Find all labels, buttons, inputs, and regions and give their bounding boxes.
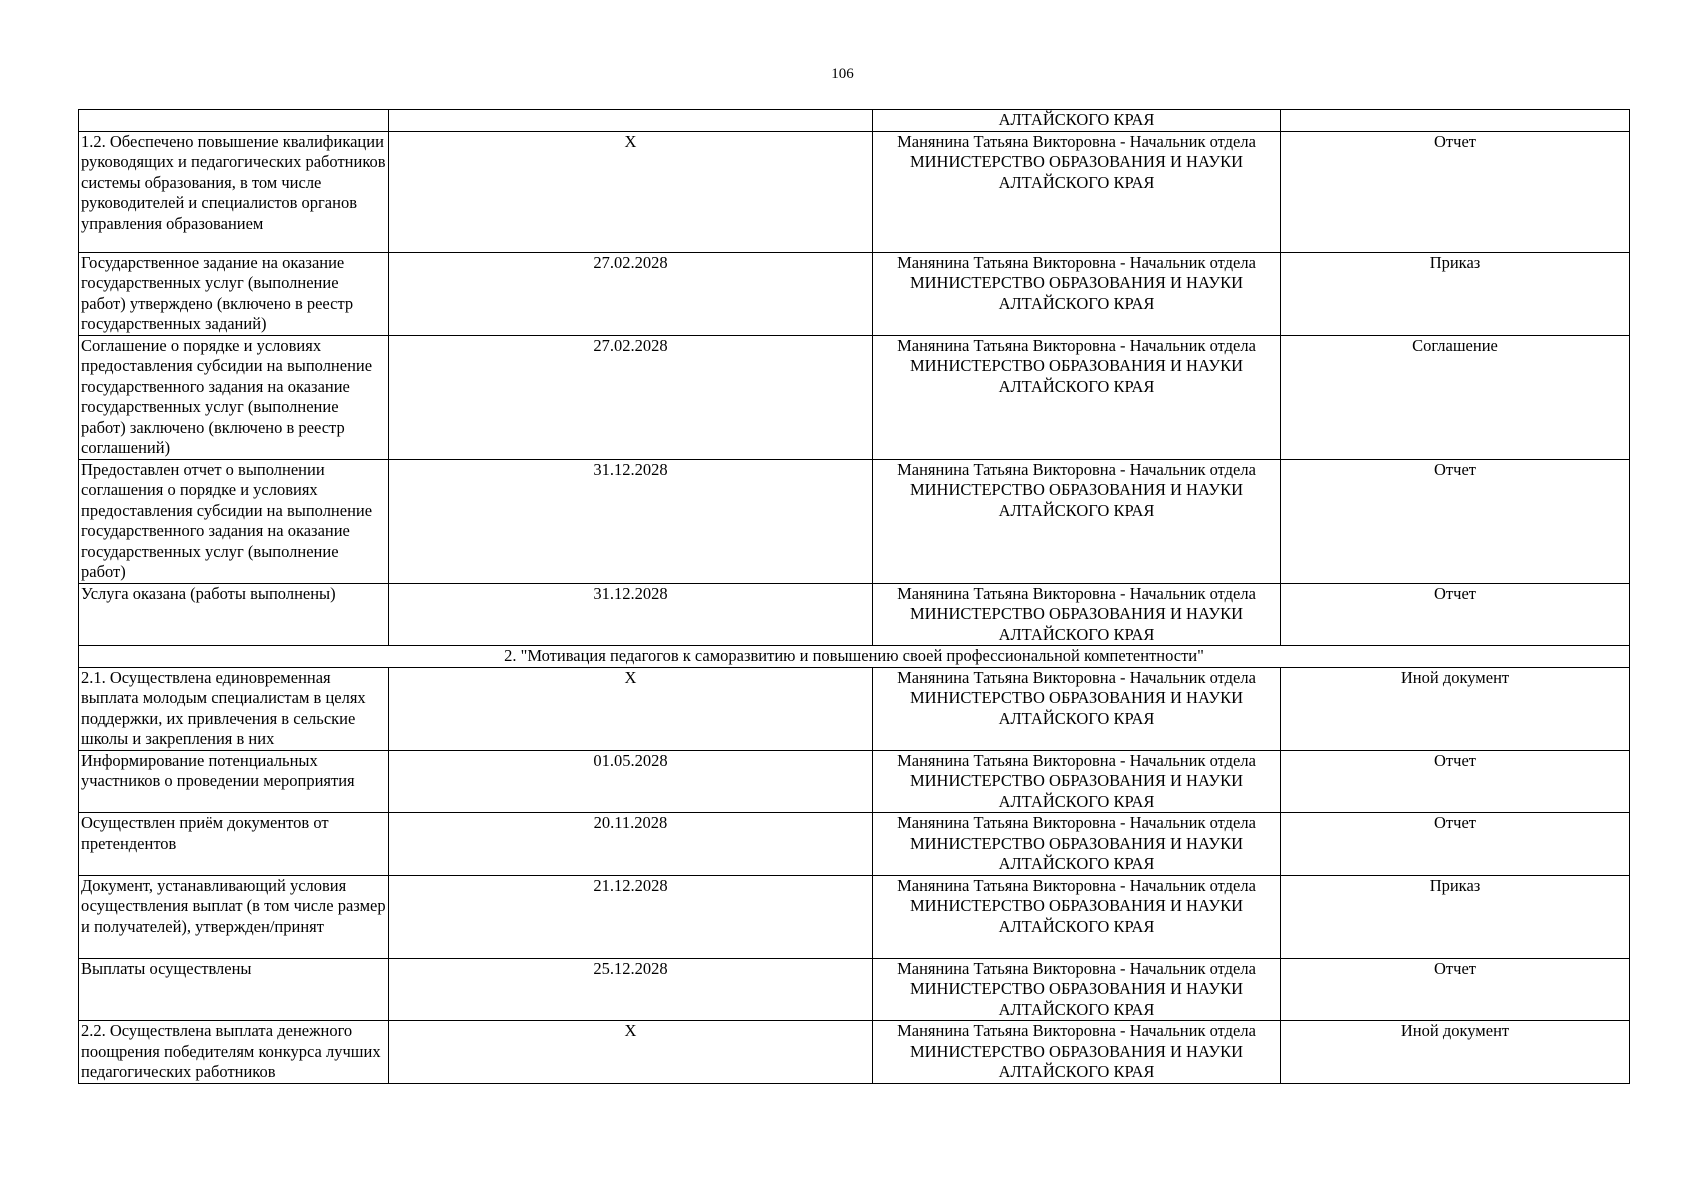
responsible-cell xyxy=(873,813,1281,876)
responsible-cell xyxy=(873,131,1281,252)
document-cell: Приказ xyxy=(1281,875,1630,958)
responsible-cell xyxy=(873,958,1281,1021)
responsible-person: Манянина Татьяна Викторовна - Начальник отдела xyxy=(897,750,1256,770)
responsible-org: МИНИСТЕРСТВО ОБРАЗОВАНИЯ И НАУКИ xyxy=(909,273,1244,292)
responsible-cell xyxy=(873,583,1281,646)
page-number: 106 xyxy=(831,66,854,82)
responsible-org: МИНИСТЕРСТВО ОБРАЗОВАНИЯ И НАУКИ xyxy=(909,833,1244,853)
event-cell: Документ, устанавливающий условия осуществления выплат (в том числе размер и получателей), утвержден/принят xyxy=(79,875,389,958)
section-header-row xyxy=(79,646,1630,668)
table-row xyxy=(79,110,1630,132)
responsible-org: МИНИСТЕРСТВО ОБРАЗОВАНИЯ И НАУКИ xyxy=(909,1041,1244,1061)
section-title: 2. "Мотивация педагогов к саморазвитию и повышению своей профессиональной компетентности" xyxy=(79,646,1630,668)
responsible-region: АЛТАЙСКОГО КРАЯ xyxy=(998,500,1155,520)
table-row xyxy=(79,1021,1630,1084)
event-cell: Осуществлен приём документов от претендентов xyxy=(79,813,389,876)
date-cell: 25.12.2028 xyxy=(389,958,873,1021)
table-row xyxy=(79,583,1630,646)
date-cell: 31.12.2028 xyxy=(389,459,873,583)
responsible-org: МИНИСТЕРСТВО ОБРАЗОВАНИЯ И НАУКИ xyxy=(909,896,1244,915)
date-cell: 20.11.2028 xyxy=(389,813,873,876)
event-cell: 2.2. Осуществлена выплата денежного поощрения победителям конкурса лучших педагогических работников xyxy=(79,1021,389,1084)
responsible-person: Манянина Татьяна Викторовна - Начальник отдела xyxy=(897,1021,1256,1040)
responsible-person: Манянина Татьяна Викторовна - Начальник отдела xyxy=(897,459,1256,479)
event-cell: Услуга оказана (работы выполнены) xyxy=(79,583,389,646)
document-cell: Отчет xyxy=(1281,131,1630,252)
responsible-region: АЛТАЙСКОГО КРАЯ xyxy=(998,708,1155,728)
table-row xyxy=(79,131,1630,252)
date-cell: 01.05.2028 xyxy=(389,750,873,813)
event-cell: Государственное задание на оказание государственных услуг (выполнение работ) утверждено (включено в реестр государственных заданий) xyxy=(79,252,389,335)
responsible-region: АЛТАЙСКОГО КРАЯ xyxy=(998,916,1155,936)
responsible-person: Манянина Татьяна Викторовна - Начальник отдела xyxy=(897,958,1256,978)
responsible-org: МИНИСТЕРСТВО ОБРАЗОВАНИЯ И НАУКИ xyxy=(909,771,1244,790)
date-cell: X xyxy=(389,131,873,252)
date-cell: X xyxy=(389,1021,873,1084)
table-row xyxy=(79,667,1630,750)
responsible-person: Манянина Татьяна Викторовна - Начальник отдела xyxy=(897,335,1256,355)
event-cell xyxy=(79,110,389,132)
responsible-person: Манянина Татьяна Викторовна - Начальник отдела xyxy=(897,875,1256,895)
document-cell: Отчет xyxy=(1281,813,1630,876)
table-row xyxy=(79,252,1630,335)
responsible-cell: АЛТАЙСКОГО КРАЯ xyxy=(873,110,1281,132)
date-cell: 31.12.2028 xyxy=(389,583,873,646)
responsible-cell xyxy=(873,252,1281,335)
date-cell xyxy=(389,110,873,132)
responsible-org: МИНИСТЕРСТВО ОБРАЗОВАНИЯ И НАУКИ xyxy=(909,979,1244,998)
responsible-cell xyxy=(873,875,1281,958)
table-row xyxy=(79,459,1630,583)
table-row xyxy=(79,335,1630,459)
responsible-person: Манянина Татьяна Викторовна - Начальник отдела xyxy=(897,252,1256,272)
responsible-org: МИНИСТЕРСТВО ОБРАЗОВАНИЯ И НАУКИ xyxy=(909,152,1244,171)
responsible-region: АЛТАЙСКОГО КРАЯ xyxy=(998,293,1155,313)
document-cell: Отчет xyxy=(1281,583,1630,646)
table-row xyxy=(79,750,1630,813)
responsible-region: АЛТАЙСКОГО КРАЯ xyxy=(998,1062,1155,1081)
responsible-cell xyxy=(873,459,1281,583)
date-cell: X xyxy=(389,667,873,750)
event-cell: 1.2. Обеспечено повышение квалификации руководящих и педагогических работников системы образования, в том числе руководителей и специалистов органов управления образованием xyxy=(79,131,389,252)
responsible-cell xyxy=(873,667,1281,750)
document-cell xyxy=(1281,110,1630,132)
document-cell: Иной документ xyxy=(1281,667,1630,750)
responsible-region: АЛТАЙСКОГО КРАЯ xyxy=(998,172,1155,192)
responsible-region: АЛТАЙСКОГО КРАЯ xyxy=(998,624,1155,644)
document-cell: Отчет xyxy=(1281,459,1630,583)
responsible-person: Манянина Татьяна Викторовна - Начальник отдела xyxy=(897,813,1256,832)
date-cell: 27.02.2028 xyxy=(389,252,873,335)
date-cell: 21.12.2028 xyxy=(389,875,873,958)
responsible-cell xyxy=(873,750,1281,813)
responsible-person: Манянина Татьяна Викторовна - Начальник отдела xyxy=(897,667,1256,687)
responsible-org: МИНИСТЕРСТВО ОБРАЗОВАНИЯ И НАУКИ xyxy=(909,604,1244,623)
responsible-person: Манянина Татьяна Викторовна - Начальник отдела xyxy=(897,131,1256,151)
event-cell: Выплаты осуществлены xyxy=(79,958,389,1021)
event-cell: Информирование потенциальных участников о проведении мероприятия xyxy=(79,750,389,813)
table-row xyxy=(79,875,1630,958)
document-cell: Иной документ xyxy=(1281,1021,1630,1084)
document-cell: Приказ xyxy=(1281,252,1630,335)
responsible-org: МИНИСТЕРСТВО ОБРАЗОВАНИЯ И НАУКИ xyxy=(909,480,1244,499)
responsible-region: АЛТАЙСКОГО КРАЯ xyxy=(998,791,1155,811)
responsible-org: МИНИСТЕРСТВО ОБРАЗОВАНИЯ И НАУКИ xyxy=(909,688,1244,707)
responsible-region: АЛТАЙСКОГО КРАЯ xyxy=(998,376,1155,396)
date-cell: 27.02.2028 xyxy=(389,335,873,459)
document-cell: Отчет xyxy=(1281,958,1630,1021)
responsible-person: Манянина Татьяна Викторовна - Начальник отдела xyxy=(897,583,1256,603)
event-cell: 2.1. Осуществлена единовременная выплата молодым специалистам в целях поддержки, их привлечения в сельские школы и закрепления в них xyxy=(79,667,389,750)
control-points-table xyxy=(78,109,1630,1084)
document-cell: Отчет xyxy=(1281,750,1630,813)
responsible-region: АЛТАЙСКОГО КРАЯ xyxy=(998,999,1155,1019)
event-cell: Предоставлен отчет о выполнении соглашения о порядке и условиях предоставления субсидии на выполнение государственного задания на оказание государственных услуг (выполнение работ) xyxy=(79,459,389,583)
responsible-cell xyxy=(873,335,1281,459)
responsible-cell xyxy=(873,1021,1281,1084)
table-row xyxy=(79,813,1630,876)
responsible-org: МИНИСТЕРСТВО ОБРАЗОВАНИЯ И НАУКИ xyxy=(909,356,1244,375)
table-row xyxy=(79,958,1630,1021)
event-cell: Соглашение о порядке и условиях предоставления субсидии на выполнение государственного задания на оказание государственных услуг (выполнение работ) заключено (включено в реестр соглашений) xyxy=(79,335,389,459)
document-cell: Соглашение xyxy=(1281,335,1630,459)
responsible-region: АЛТАЙСКОГО КРАЯ xyxy=(998,854,1155,873)
